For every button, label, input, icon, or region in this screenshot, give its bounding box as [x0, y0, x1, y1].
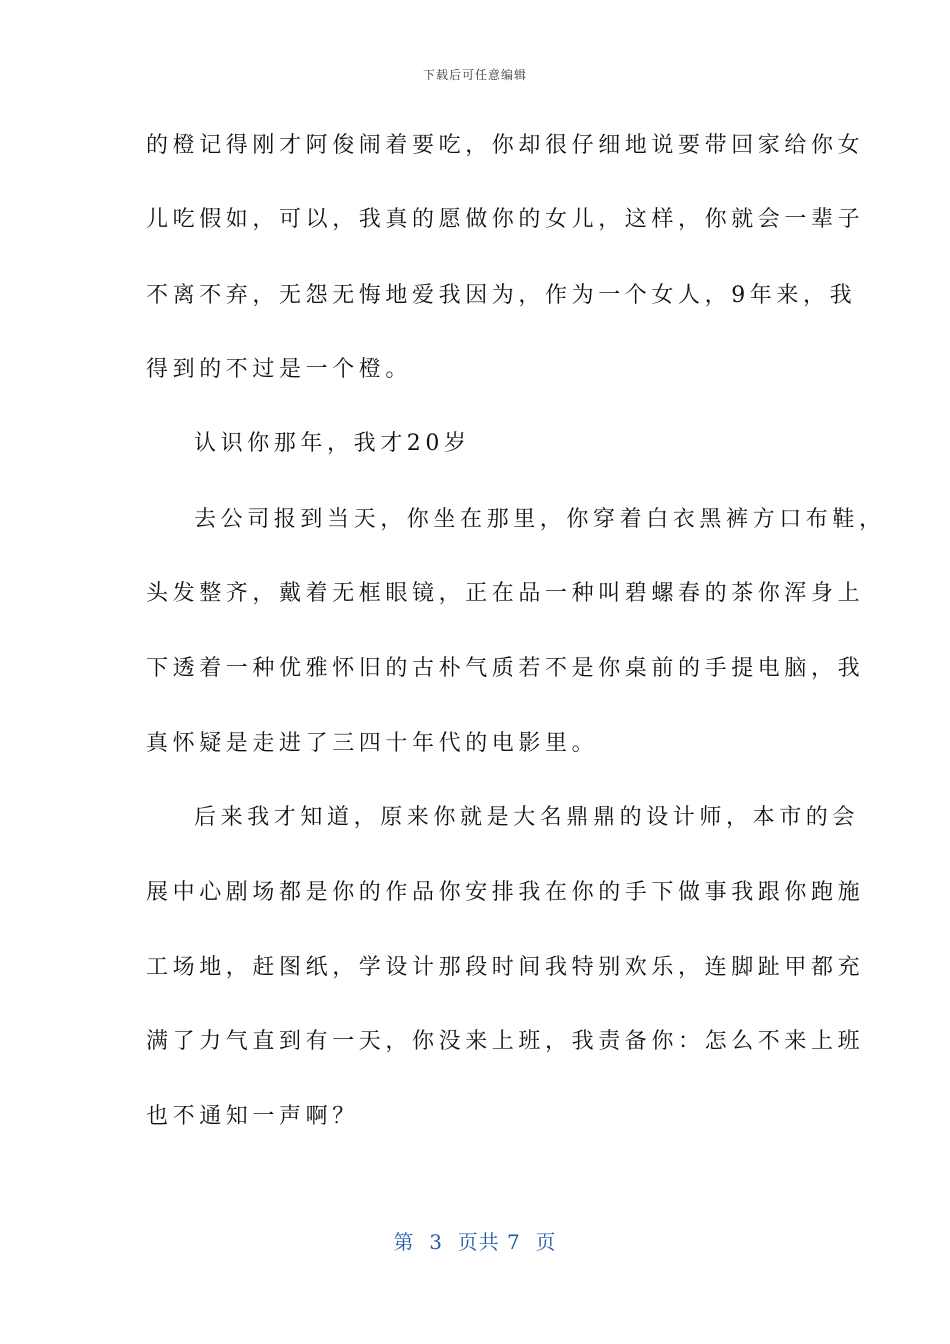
- page-indicator: 第 3 页共 7 页: [393, 1230, 557, 1254]
- body-line: 展中心剧场都是你的作品你安排我在你的手下做事我跟你跑施: [146, 880, 865, 905]
- body-line: 儿吃假如，可以，我真的愿做你的女儿，这样，你就会一辈子: [146, 207, 865, 232]
- body-line: 认识你那年，我才20岁: [194, 431, 471, 456]
- body-line: 头发整齐，戴着无框眼镜，正在品一种叫碧螺春的茶你浑身上: [146, 581, 865, 606]
- body-line: 下透着一种优雅怀旧的古朴气质若不是你桌前的手提电脑，我: [146, 656, 865, 681]
- body-line: 不离不弃，无怨无悔地爱我因为，作为一个女人，9年来，我: [146, 283, 857, 308]
- body-line: 后来我才知道，原来你就是大名鼎鼎的设计师，本市的会: [194, 805, 860, 830]
- body-line: 的橙记得刚才阿俊闹着要吃，你却很仔细地说要带回家给你女: [146, 133, 865, 158]
- body-line: 也不通知一声啊？: [146, 1104, 359, 1129]
- body-line: 满了力气直到有一天，你没来上班，我责备你：怎么不来上班: [146, 1029, 865, 1054]
- body-line: 工场地，赶图纸，学设计那段时间我特别欢乐，连脚趾甲都充: [146, 955, 865, 980]
- body-line: 去公司报到当天，你坐在那里，你穿着白衣黑裤方口布鞋，: [194, 507, 886, 532]
- header-note: 下载后可任意编辑: [422, 68, 527, 82]
- body-line: 得到的不过是一个橙。: [146, 357, 413, 382]
- body-line: 真怀疑是走进了三四十年代的电影里。: [146, 731, 599, 756]
